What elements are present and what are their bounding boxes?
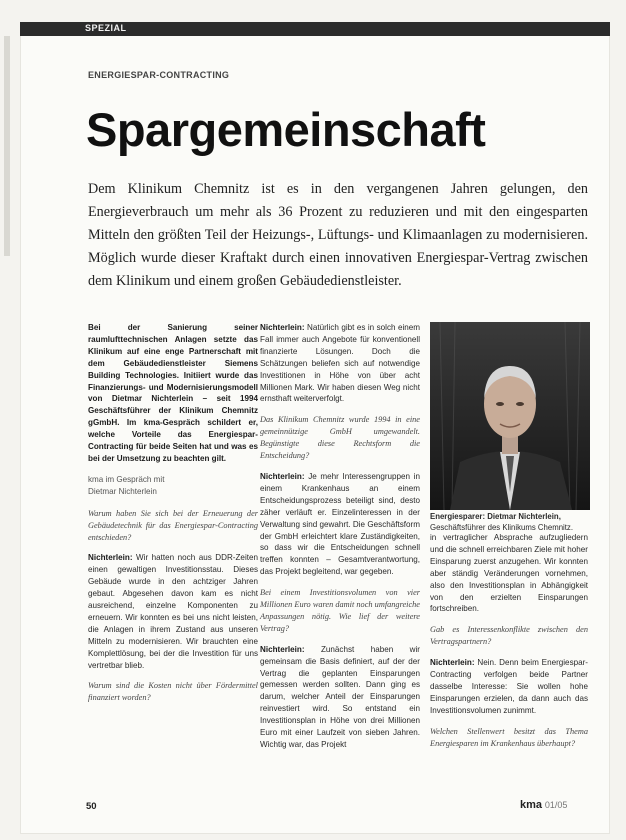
question-1: Warum haben Sie sich bei der Erneuerung der Gebäudetechnik für das Energiespar-Contracting entschieden? xyxy=(88,508,258,542)
article-kicker: ENERGIESPAR-CONTRACTING xyxy=(88,70,230,80)
answer-3 xyxy=(260,471,420,578)
answer-2-text: Natürlich gibt es in solch einem Fall immer auch Angebote für konventionell finanzierte Lösungen. Doch die Schätzungen beliefen sich auf notwendige Investitionen in Höhe von über acht Millionen Mark. Wir haben diesen Weg nicht ernsthaft weiterverfolgt. xyxy=(260,323,420,404)
byline-line-2: Dietmar Nichterlein xyxy=(88,486,157,496)
issue-number: 01/05 xyxy=(544,800,568,810)
answer-3-text: Je mehr Interessengruppen in einem Krankenhaus an einem Entscheidungsprozess beteiligt sind, desto zäher verläuft er. Einzelinteressen in der Verwaltung sind gewahrt. Die Geschäftsform der GmbH erleichtert klare Zuständigkeiten, so dass wir die Entscheidungen schnell treffen konnten – Gesamtverantwortung, das Projekt begleitend, war gegeben. xyxy=(260,471,420,577)
magazine-brand: kma xyxy=(520,799,543,811)
article-lead: Dem Klinikum Chemnitz ist es in den vergangenen Jahren gelungen, den Energieverbrauch um mehr als 36 Prozent zu reduzieren und mit den eingesparten Mitteln den größten Teil der Heizungs-, Lüftungs- und Klimaanlagen zu modernisieren. Möglich wurde dieser Kraftakt durch einen innovativen Energiespar-Vertrag zwischen dem Klinikum und einem großen Gebäudedienstleister. xyxy=(88,181,588,289)
page-number: 50 xyxy=(86,801,97,812)
article-title: Spargemeinschaft xyxy=(86,103,486,156)
question-2: Warum sind die Kosten nicht über Fördermittel finanziert worden? xyxy=(88,681,258,703)
answer-2 xyxy=(260,322,420,405)
answer-4-continued: in vertraglicher Absprache aufzugliedern und die schnell erreichbaren Ziele mit hoher Einsparung zuerst anzugehen. Wir konnten aber ständig Veränderungen vornehmen, also den Investitionsplan in Abhängigkeit von den erzielten Einsparungen fortschreiben. xyxy=(430,533,588,614)
photo-caption xyxy=(430,512,588,533)
portrait-photo xyxy=(430,322,590,510)
answer-5-text: Nein. Denn beim Energiespar-Contracting verfolgen beide Partner dasselbe Interesse: Sie wollen hohe Einsparungen erzielen, da dann auch das Investitionsvolumen zunimmt. xyxy=(430,658,589,715)
section-label: SPEZIAL xyxy=(85,23,127,33)
question-4: Bei einem Investitionsvolumen von vier Millionen Euro waren damit noch umfangreiche Anpassungen nötig. Wie lief der weitere Vertrag? xyxy=(260,588,420,633)
caption-name: Energiesparer: Dietmar Nichterlein, xyxy=(430,512,561,521)
answer-5 xyxy=(430,657,588,717)
answer-1-text: Wir hatten noch aus DDR-Zeiten einen gewaltigen Investitionsstau. Dieses Gebäude wurde in den achtziger Jahren gebaut. Abgesehen davon kam es nicht ausreichend, einzelne Komponenten zu erneuern. Wir konnten es bei uns nicht leisten, die Anlagen in ihrem Zustand aus unseren Mitteln zu modernisieren. Wir brauchten eine Komplettlösung, bei der die Investition für uns vertretbar blieb. xyxy=(88,553,258,670)
speaker-label: Nichterlein: xyxy=(260,471,305,481)
section-strip xyxy=(20,22,610,36)
portrait-illustration xyxy=(430,322,590,510)
byline-line-1: kma im Gespräch mit xyxy=(88,474,165,484)
text-column-2 xyxy=(260,322,420,760)
question-3: Das Klinikum Chemnitz wurde 1994 in eine gemeinnützige GmbH umgewandelt. Begünstigte diese Rechtsform die Entscheidung? xyxy=(260,415,420,461)
speaker-label: Nichterlein: xyxy=(430,658,475,668)
question-5: Gab es Interessenkonflikte zwischen den Vertragspartnern? xyxy=(430,625,588,647)
speaker-label: Nichterlein: xyxy=(88,553,133,563)
text-column-3 xyxy=(430,532,588,759)
speaker-label: Nichterlein: xyxy=(260,323,305,332)
intro-paragraph: Bei der Sanierung seiner raumlufttechnischen Anlagen setzte das Klinikum auf eine enge Partnerschaft mit dem Gebäudedienstleister Siemens Building Technologies. Initiiert wurde das Finanzierungs- und Modernisierungsmodell von Dietmar Nichterlein – seit 1994 Geschäftsführer der Klinikum Chemnitz gGmbH. Im kma-Gespräch schildert er, welche Vorteile das Energiespar-Contracting für beide Seiten hat und was es bei der Umsetzung zu beachten gilt. xyxy=(88,323,258,463)
scan-margin-shadow xyxy=(4,36,10,256)
answer-1 xyxy=(88,552,258,671)
speaker-label: Nichterlein: xyxy=(260,644,305,654)
caption-role: Geschäftsführer des Klinikums Chemnitz. xyxy=(430,522,573,532)
answer-4-text: Zunächst haben wir gemeinsam die Basis definiert, auf der der Vertrag die geplanten Einsparungen gemessen werden sollten. Dann ging es darum, welcher Anteil der Einsparungen reinvestiert wird. So entstand ein Investitionsplan in Höhe von drei Millionen Euro mit einer Laufzeit von sieben Jahren. Wichtig war, das Projekt xyxy=(260,644,421,749)
footer-brand xyxy=(520,799,567,811)
magazine-page xyxy=(20,22,610,834)
text-column-1 xyxy=(88,322,258,713)
byline xyxy=(88,474,258,498)
answer-4 xyxy=(260,644,420,751)
question-6: Welchen Stellenwert besitzt das Thema Energiesparen im Krankenhaus überhaupt? xyxy=(430,726,588,748)
